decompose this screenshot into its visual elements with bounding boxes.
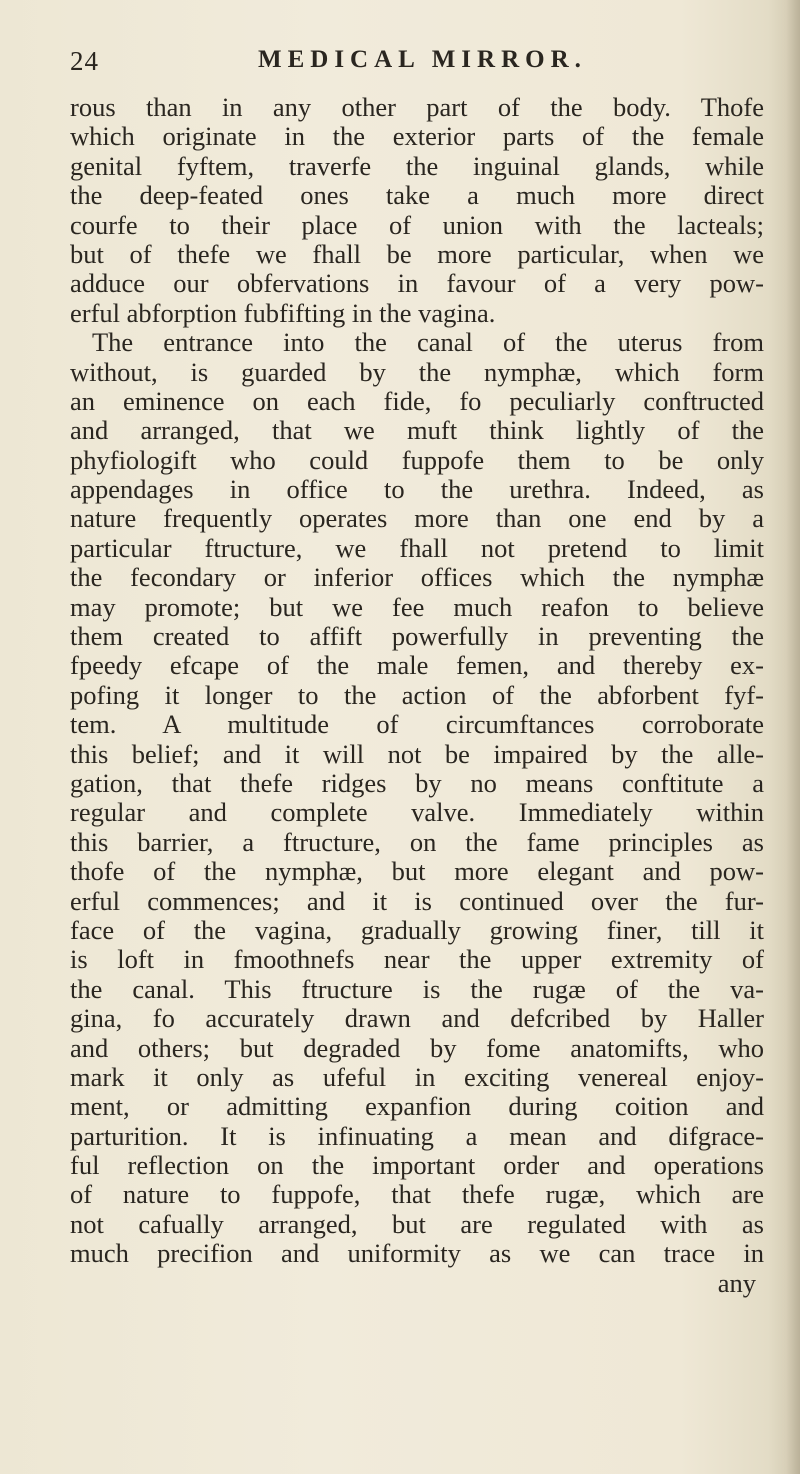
text-line: gation, that thefe ridges by no means conftitute a xyxy=(70,767,764,798)
text-line: courfe to their place of union with the lacteals; xyxy=(70,209,764,240)
text-line: nature frequently operates more than one end by a xyxy=(70,503,764,534)
text-line: this barrier, a ftructure, on the fame principles as xyxy=(70,826,764,857)
text-line: thofe of the nymphæ, but more elegant and pow- xyxy=(70,856,764,887)
text-line: The entrance into the canal of the uterus from xyxy=(92,327,764,358)
text-line: mark it only as ufeful in exciting venereal enjoy- xyxy=(70,1061,764,1092)
text-line: but of thefe we fhall be more particular, when we xyxy=(70,238,764,269)
text-line: parturition. It is infinuating a mean and difgrace- xyxy=(70,1120,764,1151)
text-line: gina, fo accurately drawn and defcribed by Haller xyxy=(70,1003,764,1034)
text-line: this belief; and it will not be impaired by the alle- xyxy=(70,738,764,769)
page-edge-shadow xyxy=(786,0,800,1474)
text-line: not cafually arranged, but are regulated with as xyxy=(70,1208,764,1239)
text-line: which originate in the exterior parts of the female xyxy=(70,121,764,152)
text-line: genital fyftem, traverfe the inguinal glands, while xyxy=(70,150,764,181)
text-line: pofing it longer to the action of the abforbent fyf- xyxy=(70,679,764,710)
catchword: any xyxy=(717,1267,756,1298)
text-line: particular ftructure, we fhall not pretend to limit xyxy=(70,532,764,563)
text-line: without, is guarded by the nymphæ, which form xyxy=(70,356,764,387)
text-line: the canal. This ftructure is the rugæ of the va- xyxy=(70,973,764,1004)
text-line: ful reflection on the important order and operations xyxy=(70,1150,764,1181)
text-line: and arranged, that we muft think lightly of the xyxy=(70,415,764,446)
text-line: them created to affift powerfully in preventing the xyxy=(70,621,764,652)
text-line: ment, or admitting expanfion during coition and xyxy=(70,1091,764,1122)
text-line: face of the vagina, gradually growing finer, till it xyxy=(70,914,764,945)
running-head xyxy=(70,46,760,86)
page-number: 24 xyxy=(70,46,99,76)
text-line: the deep-feated ones take a much more direct xyxy=(70,180,764,211)
text-line: much precifion and uniformity as we can trace in xyxy=(70,1238,764,1269)
text-line: appendages in office to the urethra. Indeed, as xyxy=(70,474,764,505)
text-line: the fecondary or inferior offices which the nymphæ xyxy=(70,562,764,593)
text-line: may promote; but we fee much reafon to believe xyxy=(70,591,764,622)
body-text xyxy=(70,93,764,1298)
text-line: regular and complete valve. Immediately within xyxy=(70,797,764,828)
text-line: phyfiologift who could fuppofe them to be only xyxy=(70,444,764,475)
text-line: an eminence on each fide, fo peculiarly conftructed xyxy=(70,385,764,416)
running-title: MEDICAL MIRROR. xyxy=(258,46,587,73)
text-line: fpeedy efcape of the male femen, and thereby ex- xyxy=(70,650,764,681)
text-line: tem. A multitude of circumftances corroborate xyxy=(70,709,764,740)
text-line: and others; but degraded by fome anatomifts, who xyxy=(70,1032,764,1063)
text-line: of nature to fuppofe, that thefe rugæ, which are xyxy=(70,1179,764,1210)
text-line: is loft in fmoothnefs near the upper extremity of xyxy=(70,944,764,975)
text-line: erful commences; and it is continued over the fur- xyxy=(70,885,764,916)
text-line: adduce our obfervations in favour of a very pow- xyxy=(70,268,764,299)
text-line: rous than in any other part of the body. Thofe xyxy=(70,92,764,122)
text-line: erful abforption fubfifting in the vagina. xyxy=(70,297,496,328)
